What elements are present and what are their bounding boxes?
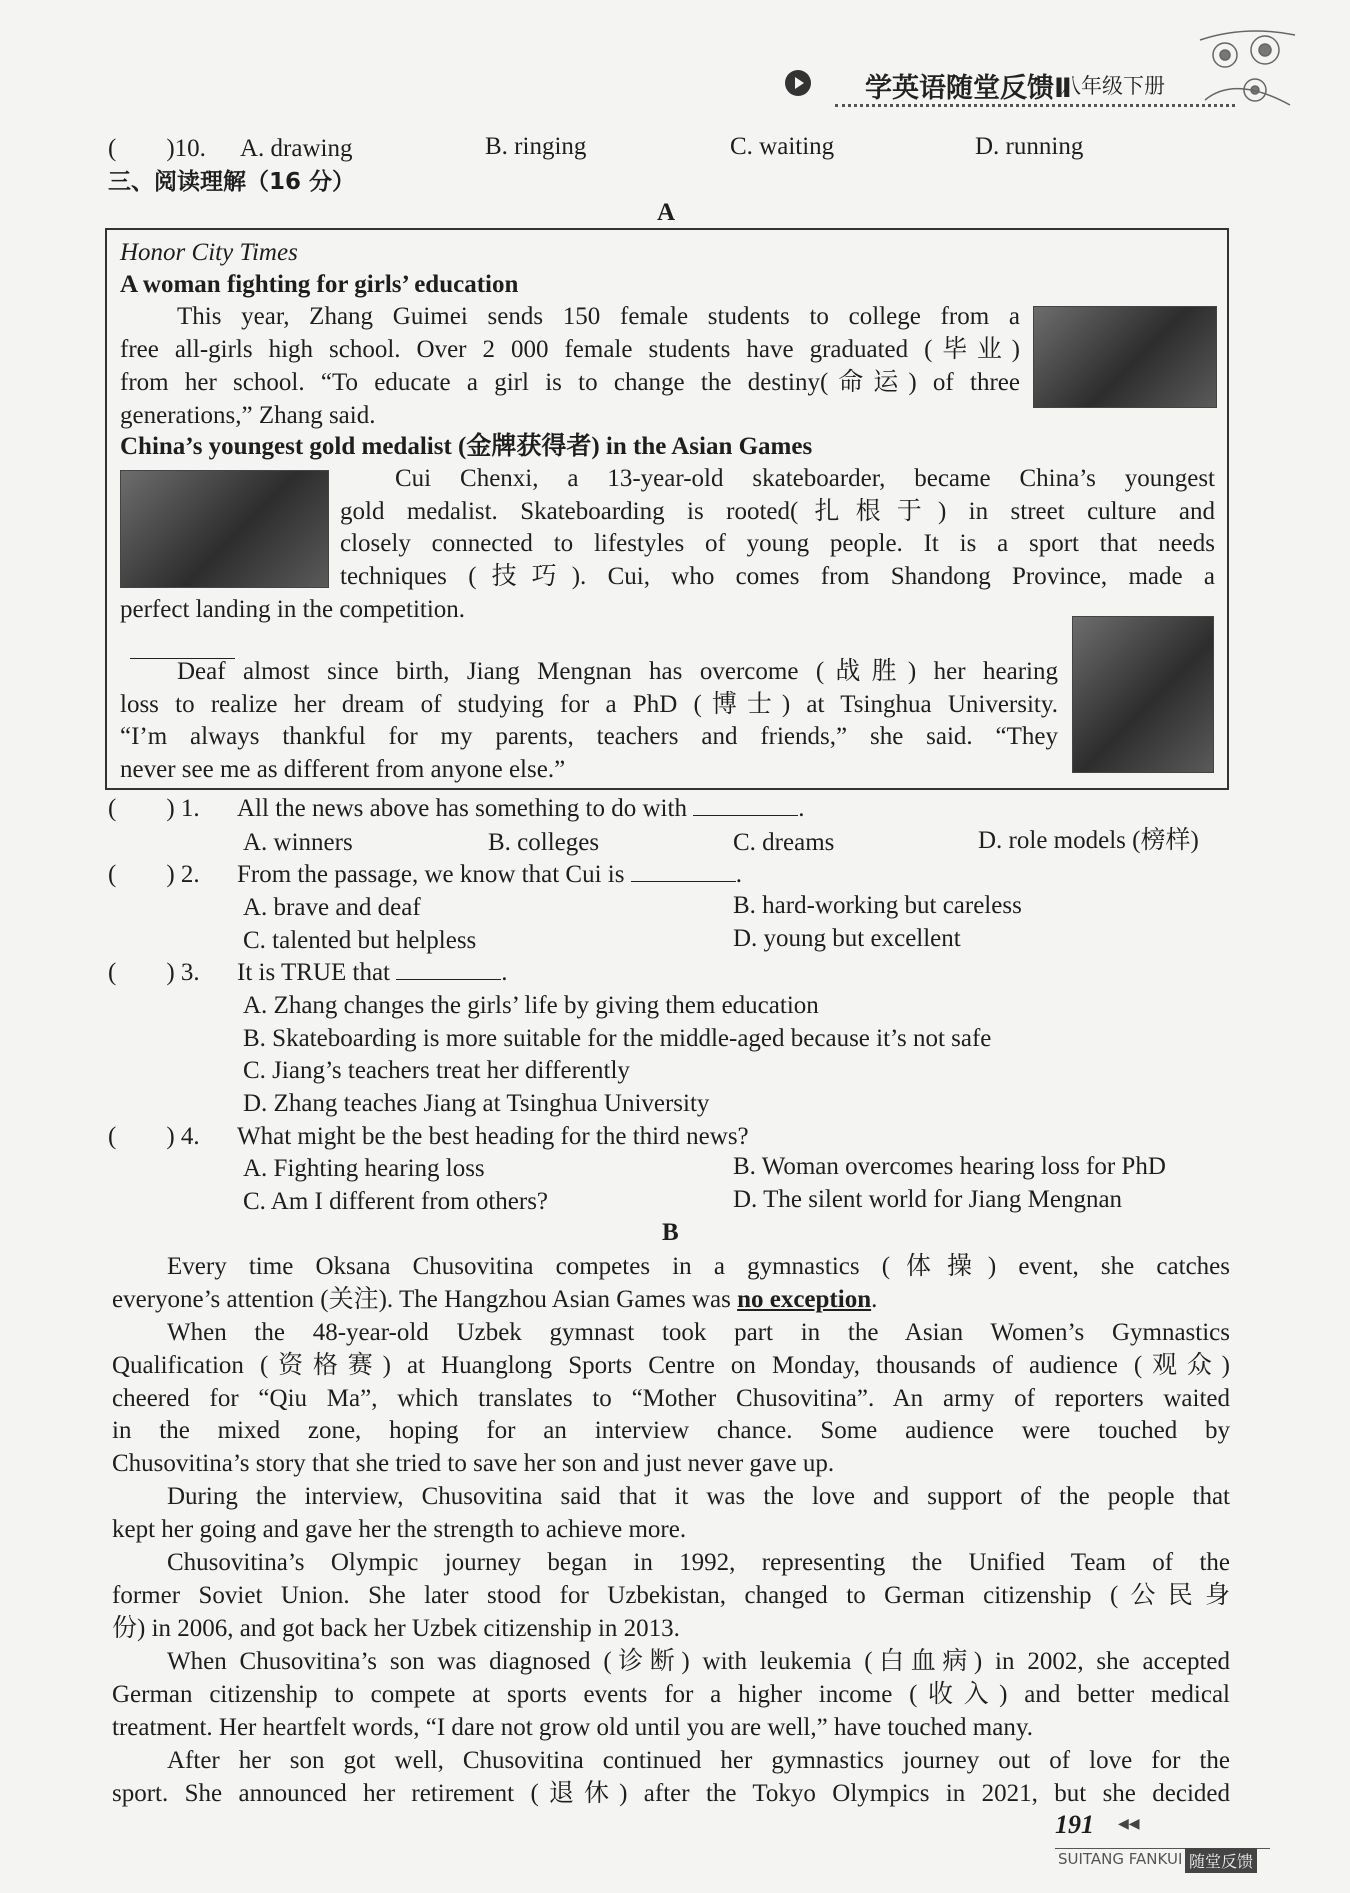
part-a-label: A [657, 199, 676, 226]
news1-line: from her school. “To educate a girl is to change the destiny(命运) of three [120, 369, 1020, 396]
q2-stem: From the passage, we know that Cui is . [237, 861, 742, 888]
passage-b-line: 份) in 2006, and got back her Uzbek citizenship in 2013. [112, 1615, 680, 1642]
news1-line: free all-girls high school. Over 2 000 female students have graduated (毕业) [120, 336, 1020, 363]
news2-line: closely connected to lifestyles of young people. It is a sport that needs [340, 530, 1215, 557]
no-exception-phrase: no exception [737, 1286, 872, 1313]
news2-heading: China’s youngest gold medalist (金牌获得者) in the Asian Games [120, 433, 813, 460]
q1-bracket[interactable]: ( ) 1. [108, 795, 200, 822]
news2-line: perfect landing in the competition. [120, 596, 466, 623]
q3-stem: It is TRUE that . [237, 959, 508, 986]
passage-b-line: sport. She announced her retirement (退休) after the Tokyo Olympics in 2021, but she decided [112, 1780, 1230, 1807]
news2-line: Cui Chenxi, a 13-year-old skateboarder, became China’s youngest [395, 465, 1215, 492]
passage-b-line: treatment. Her heartfelt words, “I dare not grow old until you are well,” have touched many. [112, 1714, 1033, 1741]
news1-line: generations,” Zhang said. [120, 402, 376, 429]
passage-b-line: former Soviet Union. She later stood for Uzbekistan, changed to German citizenship (公民身 [112, 1582, 1230, 1609]
passage-b-line: German citizenship to compete at sports events for a higher income (收入) and better medical [112, 1681, 1230, 1708]
page-number: 191 [1055, 1810, 1094, 1839]
passage-b-line: everyone’s attention (关注). The Hangzhou Asian Games was no exception. [112, 1286, 878, 1313]
footer-label: SUITANG FANKUI [1058, 1850, 1183, 1868]
q10-option-a[interactable]: A. drawing [240, 135, 353, 162]
news3-line: Deaf almost since birth, Jiang Mengnan has overcome (战胜) her hearing [177, 658, 1058, 685]
q3-blank[interactable] [396, 979, 501, 980]
footer-badge: 随堂反馈 [1185, 1848, 1257, 1873]
arrows-icon: ◀◀ [1118, 1817, 1140, 1832]
q1-stem: All the news above has something to do with . [237, 795, 805, 822]
q3-option-b[interactable]: B. Skateboarding is more suitable for the middle-aged because it’s not safe [243, 1025, 992, 1052]
news2-line: techniques (技巧). Cui, who comes from Shandong Province, made a [340, 563, 1215, 590]
q2-option-b[interactable]: B. hard-working but careless [733, 892, 1022, 919]
q2-option-c[interactable]: C. talented but helpless [243, 927, 477, 954]
q3-option-c[interactable]: C. Jiang’s teachers treat her differently [243, 1057, 630, 1084]
passage-b-line: When Chusovitina’s son was diagnosed (诊断) with leukemia (白血病) in 2002, she accepted [167, 1648, 1230, 1675]
q1-option-b[interactable]: B. colleges [488, 829, 600, 856]
q3-option-d[interactable]: D. Zhang teaches Jiang at Tsinghua University [243, 1090, 710, 1117]
q10-option-b[interactable]: B. ringing [485, 133, 587, 160]
passage-b-line: kept her going and gave her the strength to achieve more. [112, 1516, 687, 1543]
passage-b-line: Every time Oksana Chusovitina competes in a gymnastics (体操) event, she catches [167, 1253, 1230, 1280]
jiang-photo [1072, 616, 1214, 773]
passage-b-line: in the mixed zone, hoping for an interview chance. Some audience were touched by [112, 1417, 1230, 1444]
q3-option-a[interactable]: A. Zhang changes the girls’ life by giving them education [243, 992, 819, 1019]
q3-bracket[interactable]: ( ) 3. [108, 959, 200, 986]
news2-line: gold medalist. Skateboarding is rooted(扎根于) in street culture and [340, 498, 1215, 525]
passage-b-line: When the 48-year-old Uzbek gymnast took part in the Asian Women’s Gymnastics [167, 1319, 1230, 1346]
q10-option-d[interactable]: D. running [975, 133, 1084, 160]
section-title: 三、阅读理解（16 分） [108, 169, 356, 195]
q1-option-a[interactable]: A. winners [243, 829, 353, 856]
q4-option-a[interactable]: A. Fighting hearing loss [243, 1155, 485, 1182]
q4-option-d[interactable]: D. The silent world for Jiang Mengnan [733, 1186, 1123, 1213]
passage-b-line: Chusovitina’s story that she tried to save her son and just never gave up. [112, 1450, 835, 1477]
passage-b-line: cheered for “Qiu Ma”, which translates to “Mother Chusovitina”. An army of reporters waited [112, 1385, 1230, 1412]
news3-line: never see me as different from anyone else.” [120, 756, 566, 783]
students-photo [1033, 306, 1217, 408]
q1-option-d[interactable]: D. role models (榜样) [978, 827, 1199, 854]
flower-decoration-icon [1195, 20, 1305, 115]
book-title: 学英语随堂反馈Ⅱ [865, 73, 1072, 104]
header-divider [835, 104, 1235, 107]
q1-blank[interactable] [693, 815, 798, 816]
newspaper-name: Honor City Times [120, 239, 298, 266]
q2-bracket[interactable]: ( ) 2. [108, 861, 200, 888]
q4-option-c[interactable]: C. Am I different from others? [243, 1188, 549, 1215]
q10-option-c[interactable]: C. waiting [730, 133, 835, 160]
q1-option-c[interactable]: C. dreams [733, 829, 835, 856]
skateboarder-photo [120, 470, 329, 588]
play-icon [785, 70, 811, 96]
news1-heading: A woman fighting for girls’ education [120, 271, 519, 298]
q2-blank[interactable] [631, 881, 736, 882]
q2-option-a[interactable]: A. brave and deaf [243, 894, 421, 921]
passage-b-line: Chusovitina’s Olympic journey began in 1992, representing the Unified Team of the [167, 1549, 1230, 1576]
q4-stem: What might be the best heading for the third news? [237, 1123, 749, 1150]
passage-b-line: After her son got well, Chusovitina continued her gymnastics journey out of love for the [167, 1747, 1230, 1774]
q4-bracket[interactable]: ( ) 4. [108, 1123, 200, 1150]
q2-option-d[interactable]: D. young but excellent [733, 925, 961, 952]
passage-b-line: Qualification (资格赛) at Huanglong Sports Centre on Monday, thousands of audience (观众) [112, 1352, 1230, 1379]
news1-line: This year, Zhang Guimei sends 150 female students to college from a [177, 303, 1020, 330]
q10-bracket[interactable]: ( )10. [108, 135, 206, 162]
passage-b-line: During the interview, Chusovitina said that it was the love and support of the people that [167, 1483, 1230, 1510]
book-subtitle: 八年级下册 [1060, 74, 1165, 98]
news3-line: loss to realize her dream of studying for a PhD (博士) at Tsinghua University. [120, 691, 1058, 718]
news3-line: “I’m always thankful for my parents, teachers and friends,” she said. “They [120, 723, 1058, 750]
part-b-label: B [662, 1219, 679, 1246]
q4-option-b[interactable]: B. Woman overcomes hearing loss for PhD [733, 1153, 1166, 1180]
